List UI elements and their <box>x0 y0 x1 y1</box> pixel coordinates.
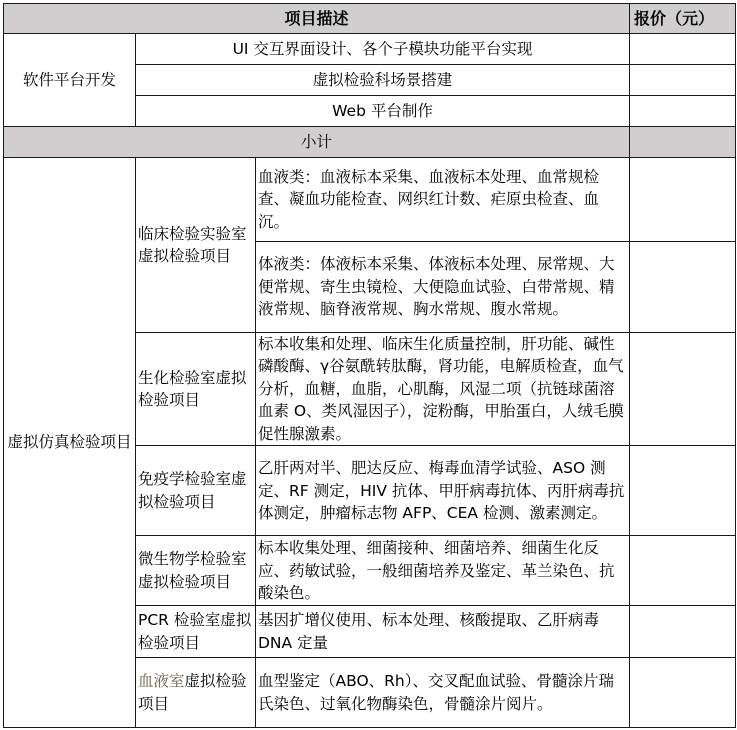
lab-name: 免疫学检验室虚拟检验项目 <box>136 446 256 536</box>
price-cell[interactable] <box>630 658 736 728</box>
header-description: 项目描述 <box>4 4 630 34</box>
price-cell[interactable] <box>630 158 736 242</box>
quote-table <box>3 3 736 728</box>
software-item: 虚拟检验科场景搭建 <box>136 65 630 96</box>
price-cell[interactable] <box>630 65 736 96</box>
subtotal-price-cell[interactable] <box>630 127 736 158</box>
price-cell[interactable] <box>630 333 736 446</box>
software-category: 软件平台开发 <box>4 34 136 127</box>
lab-description: 血液类：血液标本采集、血液标本处理、血常规检查、凝血功能检查、网织红计数、疟原虫检查、血沉。 <box>256 158 630 242</box>
lab-row <box>4 158 736 242</box>
price-cell[interactable] <box>630 242 736 333</box>
lab-description: 血型鉴定（ABO、Rh）、交叉配血试验、骨髓涂片瑞氏染色、过氧化物酶染色，骨髓涂片阅片。 <box>256 658 630 728</box>
lab-description: 基因扩增仪使用、标本处理、核酸提取、乙肝病毒 DNA 定量 <box>256 606 630 658</box>
lab-name: 临床检验实验室虚拟检验项目 <box>136 158 256 333</box>
price-cell[interactable] <box>630 606 736 658</box>
header-price: 报价（元） <box>630 4 736 34</box>
lab-name: 微生物学检验室虚拟检验项目 <box>136 536 256 606</box>
lab-name-suffix: 虚拟检验项目 <box>138 672 247 713</box>
price-cell[interactable] <box>630 34 736 65</box>
lab-description: 标本收集和处理、临床生化质量控制，肝功能、碱性磷酸酶、γ谷氨酰转肽酶，肾功能，电解质检查，血气分析，血糖，血脂，心肌酶，风湿二项（抗链球菌溶血素 O、类风湿因子），淀粉酶，甲胎蛋白，人绒毛膜促性腺激素。 <box>256 333 630 446</box>
virtual-category: 虚拟仿真检验项目 <box>4 158 136 728</box>
lab-name <box>136 658 256 728</box>
software-item: UI 交互界面设计、各个子模块功能平台实现 <box>136 34 630 65</box>
price-cell[interactable] <box>630 96 736 127</box>
lab-name: 生化检验室虚拟检验项目 <box>136 333 256 446</box>
subtotal-row <box>4 127 736 158</box>
lab-name: PCR 检验室虚拟检验项目 <box>136 606 256 658</box>
header-row <box>4 4 736 34</box>
lab-description: 乙肝两对半、肥达反应、梅毒血清学试验、ASO 测定、RF 测定，HIV 抗体、甲肝病毒抗体、丙肝病毒抗体测定，肿瘤标志物 AFP、CEA 检测、激素测定。 <box>256 446 630 536</box>
software-row-1 <box>4 34 736 65</box>
lab-description: 标本收集处理、细菌接种、细菌培养、细菌生化反应、药敏试验，一般细菌培养及鉴定、革兰染色、抗酸染色。 <box>256 536 630 606</box>
software-item: Web 平台制作 <box>136 96 630 127</box>
subtotal-label: 小计 <box>4 127 630 158</box>
lab-description: 体液类：体液标本采集、体液标本处理、尿常规、大便常规、寄生虫镜检、大便隐血试验、白带常规、精液常规、脑脊液常规、胸水常规、腹水常规。 <box>256 242 630 333</box>
price-cell[interactable] <box>630 536 736 606</box>
price-cell[interactable] <box>630 446 736 536</box>
lab-name-prefix: 血液室 <box>138 672 185 691</box>
